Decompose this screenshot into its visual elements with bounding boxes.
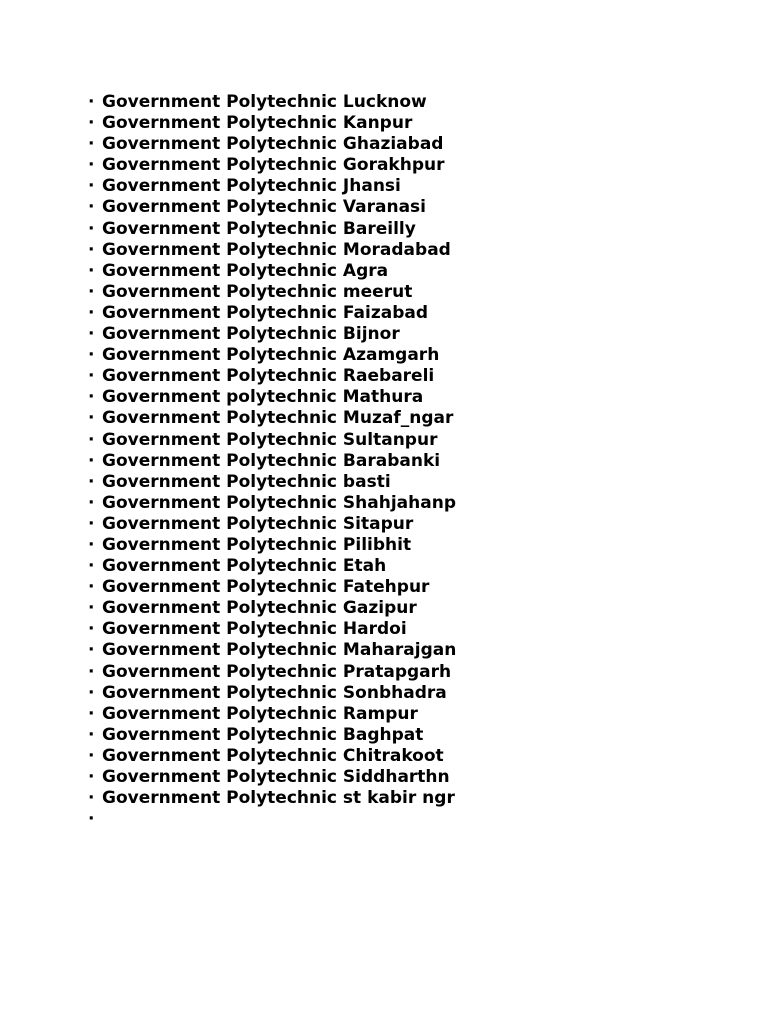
- list-item-text: Government Polytechnic Bijnor: [102, 324, 400, 345]
- bullet-icon: ·: [88, 492, 95, 513]
- list-item-text: Government Polytechnic Azamgarh: [102, 345, 440, 366]
- list-item-text: Government Polytechnic Bareilly: [102, 218, 416, 239]
- list-item: [88, 472, 456, 493]
- list-item: [88, 155, 456, 176]
- bullet-icon: ·: [88, 471, 95, 492]
- list-item: [88, 261, 456, 282]
- list-item-text: Government Polytechnic Muzaf_ngar: [102, 408, 454, 429]
- list-item: [88, 767, 456, 788]
- list-item: [88, 430, 456, 451]
- list-item: [88, 598, 456, 619]
- list-item: [88, 451, 456, 472]
- bullet-icon: ·: [88, 661, 95, 682]
- list-item-text: Government Polytechnic Etah: [102, 556, 387, 577]
- list-item: [88, 219, 456, 240]
- list-item-text: Government Polytechnic Hardoi: [102, 619, 407, 640]
- list-item: [88, 514, 456, 535]
- bullet-icon: ·: [88, 640, 95, 661]
- list-item-text: Government Polytechnic st kabir ngr: [102, 788, 455, 809]
- list-item: [88, 704, 456, 725]
- bullet-icon: ·: [88, 218, 95, 239]
- bullet-icon: ·: [88, 556, 95, 577]
- list-item: [88, 619, 456, 640]
- bullet-icon: ·: [88, 197, 95, 218]
- bullet-icon: ·: [88, 767, 95, 787]
- list-item-text: Government Polytechnic Chitrakoot: [102, 745, 444, 766]
- bullet-icon: ·: [88, 260, 95, 281]
- list-item: [88, 640, 456, 661]
- bullet-icon: ·: [88, 534, 95, 555]
- list-item: [88, 113, 456, 134]
- list-item-text: Government Polytechnic Ghaziabad: [102, 134, 444, 155]
- list-item-text: Government Polytechnic Fatehpur: [102, 577, 430, 598]
- bullet-icon: ·: [88, 92, 95, 112]
- list-item: [88, 282, 456, 303]
- list-item: [88, 725, 456, 746]
- list-item: [88, 240, 456, 261]
- list-item: [88, 324, 456, 345]
- list-item: [88, 746, 456, 767]
- bullet-icon: ·: [88, 155, 95, 176]
- polytechnic-list: [88, 92, 456, 830]
- bullet-icon: ·: [88, 134, 95, 155]
- list-item: [88, 197, 456, 218]
- list-item: [88, 408, 456, 429]
- bullet-icon: ·: [88, 724, 95, 745]
- list-item-text: Government Polytechnic Moradabad: [102, 239, 451, 260]
- list-item: [88, 788, 456, 809]
- list-item: [88, 345, 456, 366]
- list-item-text: Government Polytechnic basti: [102, 471, 391, 492]
- list-item-text: Government Polytechnic Raebareli: [102, 366, 435, 387]
- bullet-icon: ·: [88, 577, 95, 598]
- list-item-text: Government Polytechnic Varanasi: [102, 197, 427, 218]
- list-item: [88, 493, 456, 514]
- list-item: [88, 134, 456, 155]
- list-item: [88, 683, 456, 704]
- bullet-icon: ·: [88, 788, 95, 809]
- bullet-icon: ·: [88, 387, 95, 408]
- bullet-icon: ·: [88, 345, 95, 366]
- bullet-icon: ·: [88, 745, 95, 766]
- list-item-text: Government Polytechnic Kanpur: [102, 113, 413, 134]
- list-item: [88, 176, 456, 197]
- list-item-text: Government Polytechnic Gorakhpur: [102, 155, 445, 176]
- list-item: [88, 809, 456, 830]
- list-item-text: Government Polytechnic Rampur: [102, 703, 418, 724]
- list-item-text: Government Polytechnic Barabanki: [102, 450, 441, 471]
- list-item-text: Government Polytechnic Lucknow: [102, 92, 427, 112]
- bullet-icon: ·: [88, 619, 95, 640]
- list-item: [88, 92, 456, 113]
- list-item: [88, 535, 456, 556]
- bullet-icon: ·: [88, 809, 95, 830]
- bullet-icon: ·: [88, 429, 95, 450]
- list-item-text: Government Polytechnic Maharajgan: [102, 640, 457, 661]
- bullet-icon: ·: [88, 513, 95, 534]
- list-item: [88, 577, 456, 598]
- list-item-text: Government Polytechnic Pilibhit: [102, 534, 412, 555]
- list-item: [88, 556, 456, 577]
- list-item-text: Government Polytechnic Shahjahanp: [102, 492, 456, 513]
- list-item-text: Government Polytechnic Agra: [102, 260, 389, 281]
- list-item: [88, 387, 456, 408]
- list-item-text: Government Polytechnic Sitapur: [102, 513, 414, 534]
- list-item-text: Government Polytechnic Sultanpur: [102, 429, 438, 450]
- bullet-icon: ·: [88, 408, 95, 429]
- list-item-text: Government Polytechnic Gazipur: [102, 598, 417, 619]
- list-item: [88, 662, 456, 683]
- list-item-text: Government Polytechnic Sonbhadra: [102, 682, 447, 703]
- bullet-icon: ·: [88, 302, 95, 323]
- bullet-icon: ·: [88, 113, 95, 134]
- bullet-icon: ·: [88, 682, 95, 703]
- bullet-icon: ·: [88, 450, 95, 471]
- list-item-text: Government Polytechnic Faizabad: [102, 302, 429, 323]
- bullet-icon: ·: [88, 281, 95, 302]
- list-item-text: Government Polytechnic Pratapgarh: [102, 661, 452, 682]
- list-item-text: Government Polytechnic meerut: [102, 281, 413, 302]
- bullet-icon: ·: [88, 176, 95, 197]
- bullet-icon: ·: [88, 239, 95, 260]
- bullet-icon: ·: [88, 324, 95, 345]
- list-item-text: Government Polytechnic Baghpat: [102, 724, 424, 745]
- list-item: [88, 366, 456, 387]
- list-item-text: Government Polytechnic Jhansi: [102, 176, 401, 197]
- list-item-text: Government polytechnic Mathura: [102, 387, 424, 408]
- list-item-text: Government Polytechnic Siddharthn: [102, 767, 450, 787]
- bullet-icon: ·: [88, 703, 95, 724]
- bullet-icon: ·: [88, 366, 95, 387]
- bullet-icon: ·: [88, 598, 95, 619]
- list-item: [88, 303, 456, 324]
